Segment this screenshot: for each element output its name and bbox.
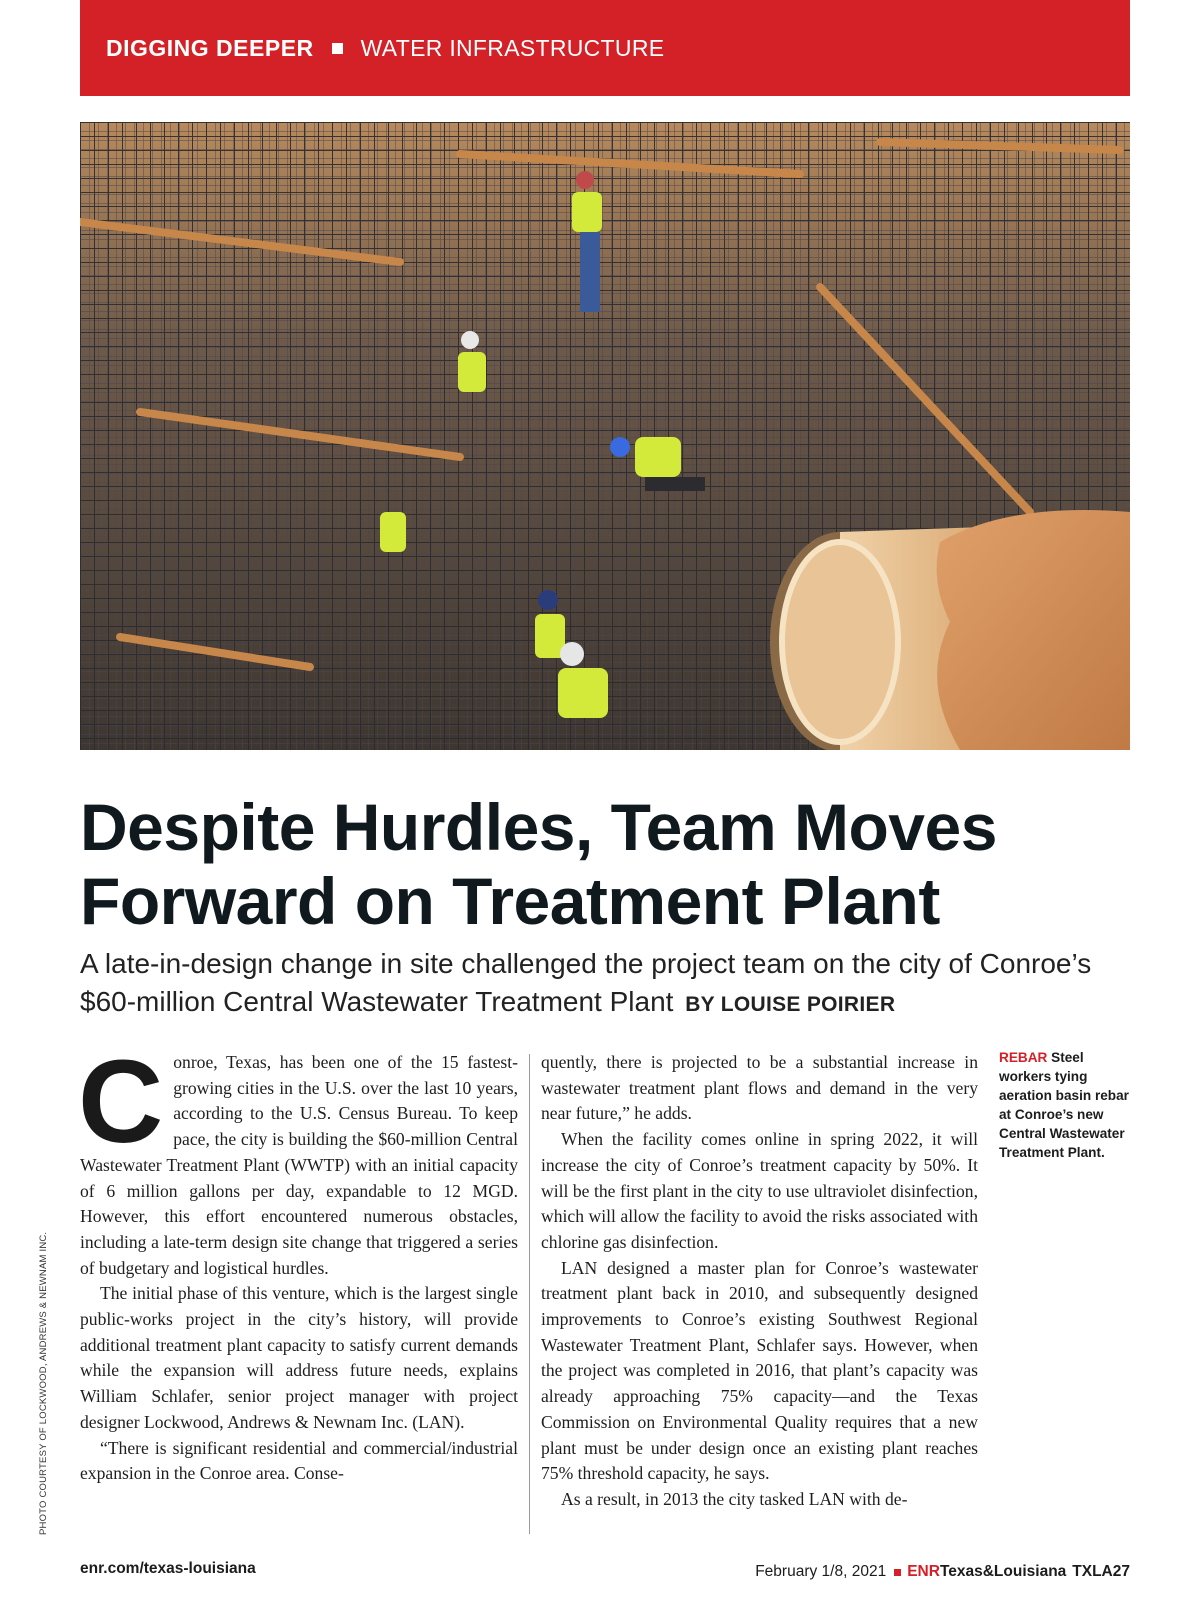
photo-credit: PHOTO COURTESY OF LOCKWOOD, ANDREWS & NEWNAM INC.: [38, 1231, 49, 1535]
footer-brand: ENR: [907, 1563, 940, 1580]
footer-page: TXLA27: [1072, 1563, 1130, 1580]
dek: [80, 945, 1140, 1024]
rebar-photo-illustration: [80, 122, 1130, 750]
drop-cap: C: [78, 1036, 164, 1168]
footer-publication: Texas&Louisiana: [939, 1563, 1067, 1580]
paragraph: Conroe, Texas, has been one of the 15 fastest-growing cities in the U.S. over the last 10 years, according to the U.S. Census Bureau. To keep pace, the city is building the $60-million Central Wastewater Treatment Plant (WWTP) with an initial capacity of 6 million gallons per day, expandable to 12 MGD. However, this effort encountered numerous obstacles, including a late-term design site change that triggered a series of budgetary and logistical hurdles.: [78, 1036, 518, 1278]
footer-folio: [755, 1560, 1130, 1584]
caption-text: Steel workers tying aeration basin rebar at Conroe’s new Central Wastewater Treatment Plant.: [999, 1050, 1129, 1160]
paragraph: quently, there is projected to be a substantial increase in wastewater treatment plant flows and demand in the very near future,” he adds.: [541, 1052, 978, 1124]
headline-line-2: Forward on Treatment Plant: [80, 864, 940, 938]
section-label: DIGGING DEEPER: [106, 34, 314, 61]
column-divider: [529, 1054, 530, 1534]
hero-photo: [80, 122, 1130, 750]
headline: [80, 790, 1140, 938]
byline: BY LOUISE POIRIER: [685, 993, 896, 1016]
square-bullet-icon: [332, 43, 343, 54]
paragraph: The initial phase of this venture, which is the largest single public-works project in the city’s history, will provide additional treatment plant capacity to satisfy current demands while the expansion will address future needs, explains William Schlafer, senior project manager with project designer Lockwood, Andrews & Newnam Inc. (LAN).: [80, 1283, 518, 1432]
subsection-label: WATER INFRASTRUCTURE: [360, 34, 665, 61]
dek-text: A late-in-design change in site challenged the project team on the city of Conroe’s $60-million Central Wastewater Treatment Plant: [80, 948, 1092, 1017]
square-bullet-icon: [894, 1569, 901, 1576]
footer-url[interactable]: enr.com/texas-louisiana: [80, 1560, 256, 1577]
article-column-2: [541, 1050, 978, 1530]
article-column-1: [78, 1036, 518, 1530]
caption-label: REBAR: [999, 1050, 1048, 1065]
headline-line-1: Despite Hurdles, Team Moves: [80, 790, 997, 864]
paragraph: When the facility comes online in spring 2022, it will increase the city of Conroe’s treatment capacity by 50%. It will be the first plant in the city to use ultraviolet disinfection, which will allow the facility to avoid the risks associated with chlorine gas disinfection.: [541, 1129, 978, 1252]
paragraph: As a result, in 2013 the city tasked LAN with de-: [561, 1488, 908, 1509]
photo-caption: [999, 1048, 1134, 1162]
section-banner: [80, 0, 1130, 96]
footer-date: February 1/8, 2021: [755, 1563, 887, 1580]
paragraph: LAN designed a master plan for Conroe’s wastewater treatment plant back in 2010, and subsequently designed improvements to Conroe’s existing Southwest Regional Wastewater Treatment Plant, Schlafer says. However, when the project was completed in 2016, that plant’s capacity was already approaching 75% capacity—and the Texas Commission on Environmental Quality requires that a new plant must be under design once an existing plant reaches 75% threshold capacity, he says.: [541, 1257, 978, 1484]
paragraph: “There is significant residential and commercial/industrial expansion in the Conroe area. Conse-: [80, 1437, 518, 1484]
